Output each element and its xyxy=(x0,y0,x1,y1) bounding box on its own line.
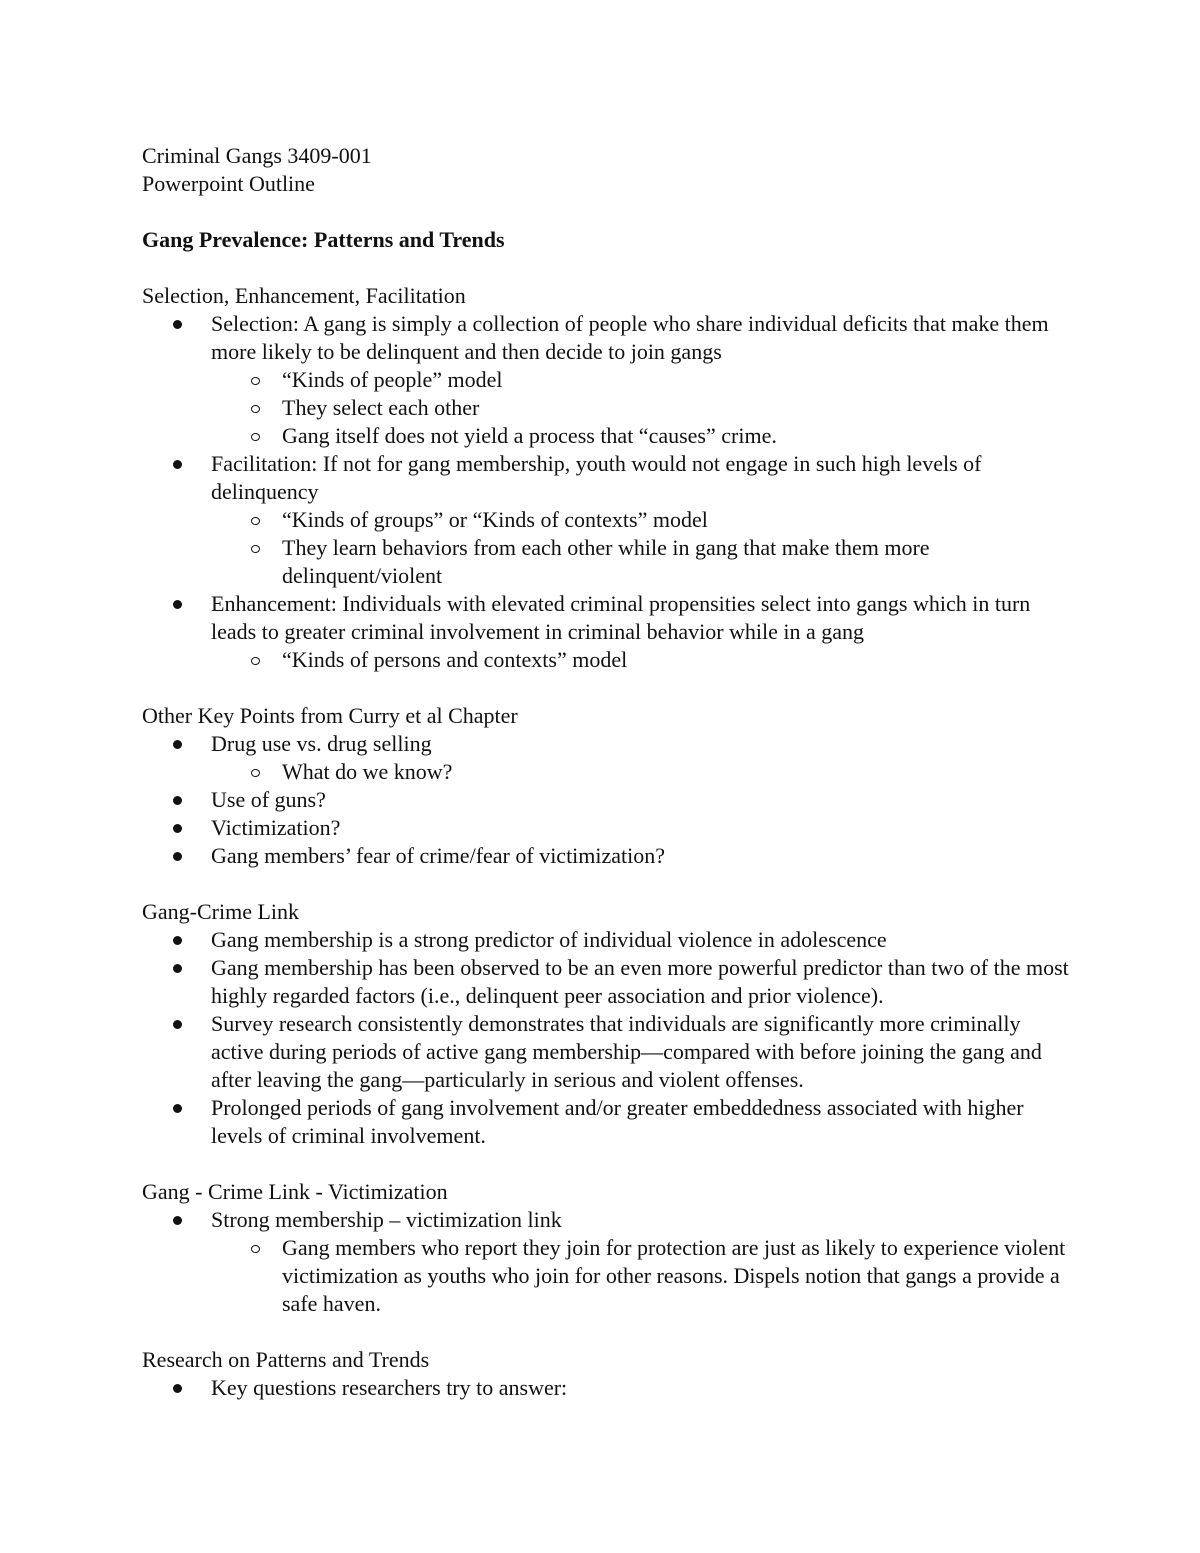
bullet-item xyxy=(211,842,1072,870)
bullet-item xyxy=(211,310,1072,450)
bullet-dot-icon xyxy=(173,964,182,973)
spacer xyxy=(142,254,1072,282)
bullet-item xyxy=(211,814,1072,842)
hollow-circle-icon xyxy=(251,405,260,413)
bullet-dot-icon xyxy=(173,852,182,861)
sub-bullet-item xyxy=(282,646,1072,674)
hollow-circle-icon xyxy=(251,433,260,441)
bullet-item xyxy=(211,926,1072,954)
bullet-item xyxy=(211,786,1072,814)
bullet-item xyxy=(211,590,1072,674)
spacer xyxy=(142,198,1072,226)
sub-bullet-text: Gang itself does not yield a process that “causes” crime. xyxy=(282,423,777,448)
section-heading: Research on Patterns and Trends xyxy=(142,1347,430,1372)
bullet-text: Strong membership – victimization link xyxy=(211,1207,562,1232)
section-heading: Other Key Points from Curry et al Chapter xyxy=(142,703,518,728)
sub-bullet-text: They learn behaviors from each other while in gang that make them more delinquent/violent xyxy=(282,535,930,588)
bullet-dot-icon xyxy=(173,824,182,833)
outline-section xyxy=(142,898,1072,1178)
outline-sections xyxy=(142,282,1072,1402)
sub-bullet-text: “Kinds of persons and contexts” model xyxy=(282,647,628,672)
spacer xyxy=(142,1150,1072,1178)
hollow-circle-icon xyxy=(251,769,260,777)
course-title: Criminal Gangs 3409-001 xyxy=(142,143,372,168)
bullet-text: Prolonged periods of gang involvement and/or greater embeddedness associated with higher levels of criminal involvement. xyxy=(211,1095,1024,1148)
hollow-circle-icon xyxy=(251,377,260,385)
bullet-text: Gang membership has been observed to be an even more powerful predictor than two of the most highly regarded factors (i.e., delinquent peer association and prior violence). xyxy=(211,955,1069,1008)
bullet-text: Drug use vs. drug selling xyxy=(211,731,432,756)
sub-bullet-text: “Kinds of people” model xyxy=(282,367,503,392)
outline-section xyxy=(142,282,1072,702)
bullet-text: Key questions researchers try to answer: xyxy=(211,1375,568,1400)
bullet-dot-icon xyxy=(173,600,182,609)
sub-bullet-list xyxy=(211,758,1072,786)
hollow-circle-icon xyxy=(251,657,260,665)
sub-bullet-text: Gang members who report they join for protection are just as likely to experience violent victimization as youths who join for other reasons. Dispels notion that gangs a provide a safe haven. xyxy=(282,1235,1066,1316)
bullet-text: Use of guns? xyxy=(211,787,326,812)
outline-section xyxy=(142,1178,1072,1346)
sub-bullet-list xyxy=(211,1234,1072,1318)
section-heading: Gang-Crime Link xyxy=(142,899,300,924)
document-page xyxy=(142,142,1072,1402)
bullet-list xyxy=(142,926,1072,1150)
spacer xyxy=(142,1318,1072,1346)
main-heading: Gang Prevalence: Patterns and Trends xyxy=(142,227,505,252)
sub-bullet-list xyxy=(211,506,1072,590)
section-heading: Gang - Crime Link - Victimization xyxy=(142,1179,448,1204)
spacer xyxy=(142,870,1072,898)
sub-bullet-item xyxy=(282,394,1072,422)
bullet-text: Gang membership is a strong predictor of individual violence in adolescence xyxy=(211,927,887,952)
outline-section xyxy=(142,702,1072,898)
bullet-dot-icon xyxy=(173,1104,182,1113)
bullet-dot-icon xyxy=(173,320,182,329)
sub-bullet-item xyxy=(282,422,1072,450)
bullet-text: Survey research consistently demonstrates that individuals are significantly more criminally active during periods of active gang membership—compared with before joining the gang and after leaving the gang—particularly in serious and violent offenses. xyxy=(211,1011,1042,1092)
bullet-text: Facilitation: If not for gang membership, youth would not engage in such high levels of delinquency xyxy=(211,451,982,504)
bullet-text: Gang members’ fear of crime/fear of victimization? xyxy=(211,843,666,868)
bullet-list xyxy=(142,1206,1072,1318)
section-heading: Selection, Enhancement, Facilitation xyxy=(142,283,466,308)
sub-bullet-item xyxy=(282,506,1072,534)
bullet-dot-icon xyxy=(173,936,182,945)
bullet-item xyxy=(211,1206,1072,1318)
sub-bullet-text: They select each other xyxy=(282,395,480,420)
bullet-item xyxy=(211,730,1072,786)
outline-section xyxy=(142,1346,1072,1402)
bullet-list xyxy=(142,730,1072,870)
document-subtitle: Powerpoint Outline xyxy=(142,171,315,196)
bullet-list xyxy=(142,1374,1072,1402)
spacer xyxy=(142,674,1072,702)
bullet-text: Enhancement: Individuals with elevated criminal propensities select into gangs which in turn leads to greater criminal involvement in criminal behavior while in a gang xyxy=(211,591,1031,644)
bullet-text: Selection: A gang is simply a collection of people who share individual deficits that make them more likely to be delinquent and then decide to join gangs xyxy=(211,311,1049,364)
bullet-item xyxy=(211,1010,1072,1094)
bullet-dot-icon xyxy=(173,1020,182,1029)
bullet-item xyxy=(211,450,1072,590)
sub-bullet-item xyxy=(282,758,1072,786)
hollow-circle-icon xyxy=(251,1245,260,1253)
sub-bullet-text: What do we know? xyxy=(282,759,453,784)
sub-bullet-text: “Kinds of groups” or “Kinds of contexts” model xyxy=(282,507,708,532)
bullet-item xyxy=(211,954,1072,1010)
bullet-dot-icon xyxy=(173,740,182,749)
bullet-dot-icon xyxy=(173,460,182,469)
bullet-item xyxy=(211,1094,1072,1150)
bullet-dot-icon xyxy=(173,1216,182,1225)
hollow-circle-icon xyxy=(251,517,260,525)
sub-bullet-list xyxy=(211,366,1072,450)
bullet-dot-icon xyxy=(173,1384,182,1393)
hollow-circle-icon xyxy=(251,545,260,553)
sub-bullet-list xyxy=(211,646,1072,674)
sub-bullet-item xyxy=(282,366,1072,394)
bullet-text: Victimization? xyxy=(211,815,341,840)
bullet-dot-icon xyxy=(173,796,182,805)
sub-bullet-item xyxy=(282,1234,1072,1318)
bullet-item xyxy=(211,1374,1072,1402)
sub-bullet-item xyxy=(282,534,1072,590)
bullet-list xyxy=(142,310,1072,674)
